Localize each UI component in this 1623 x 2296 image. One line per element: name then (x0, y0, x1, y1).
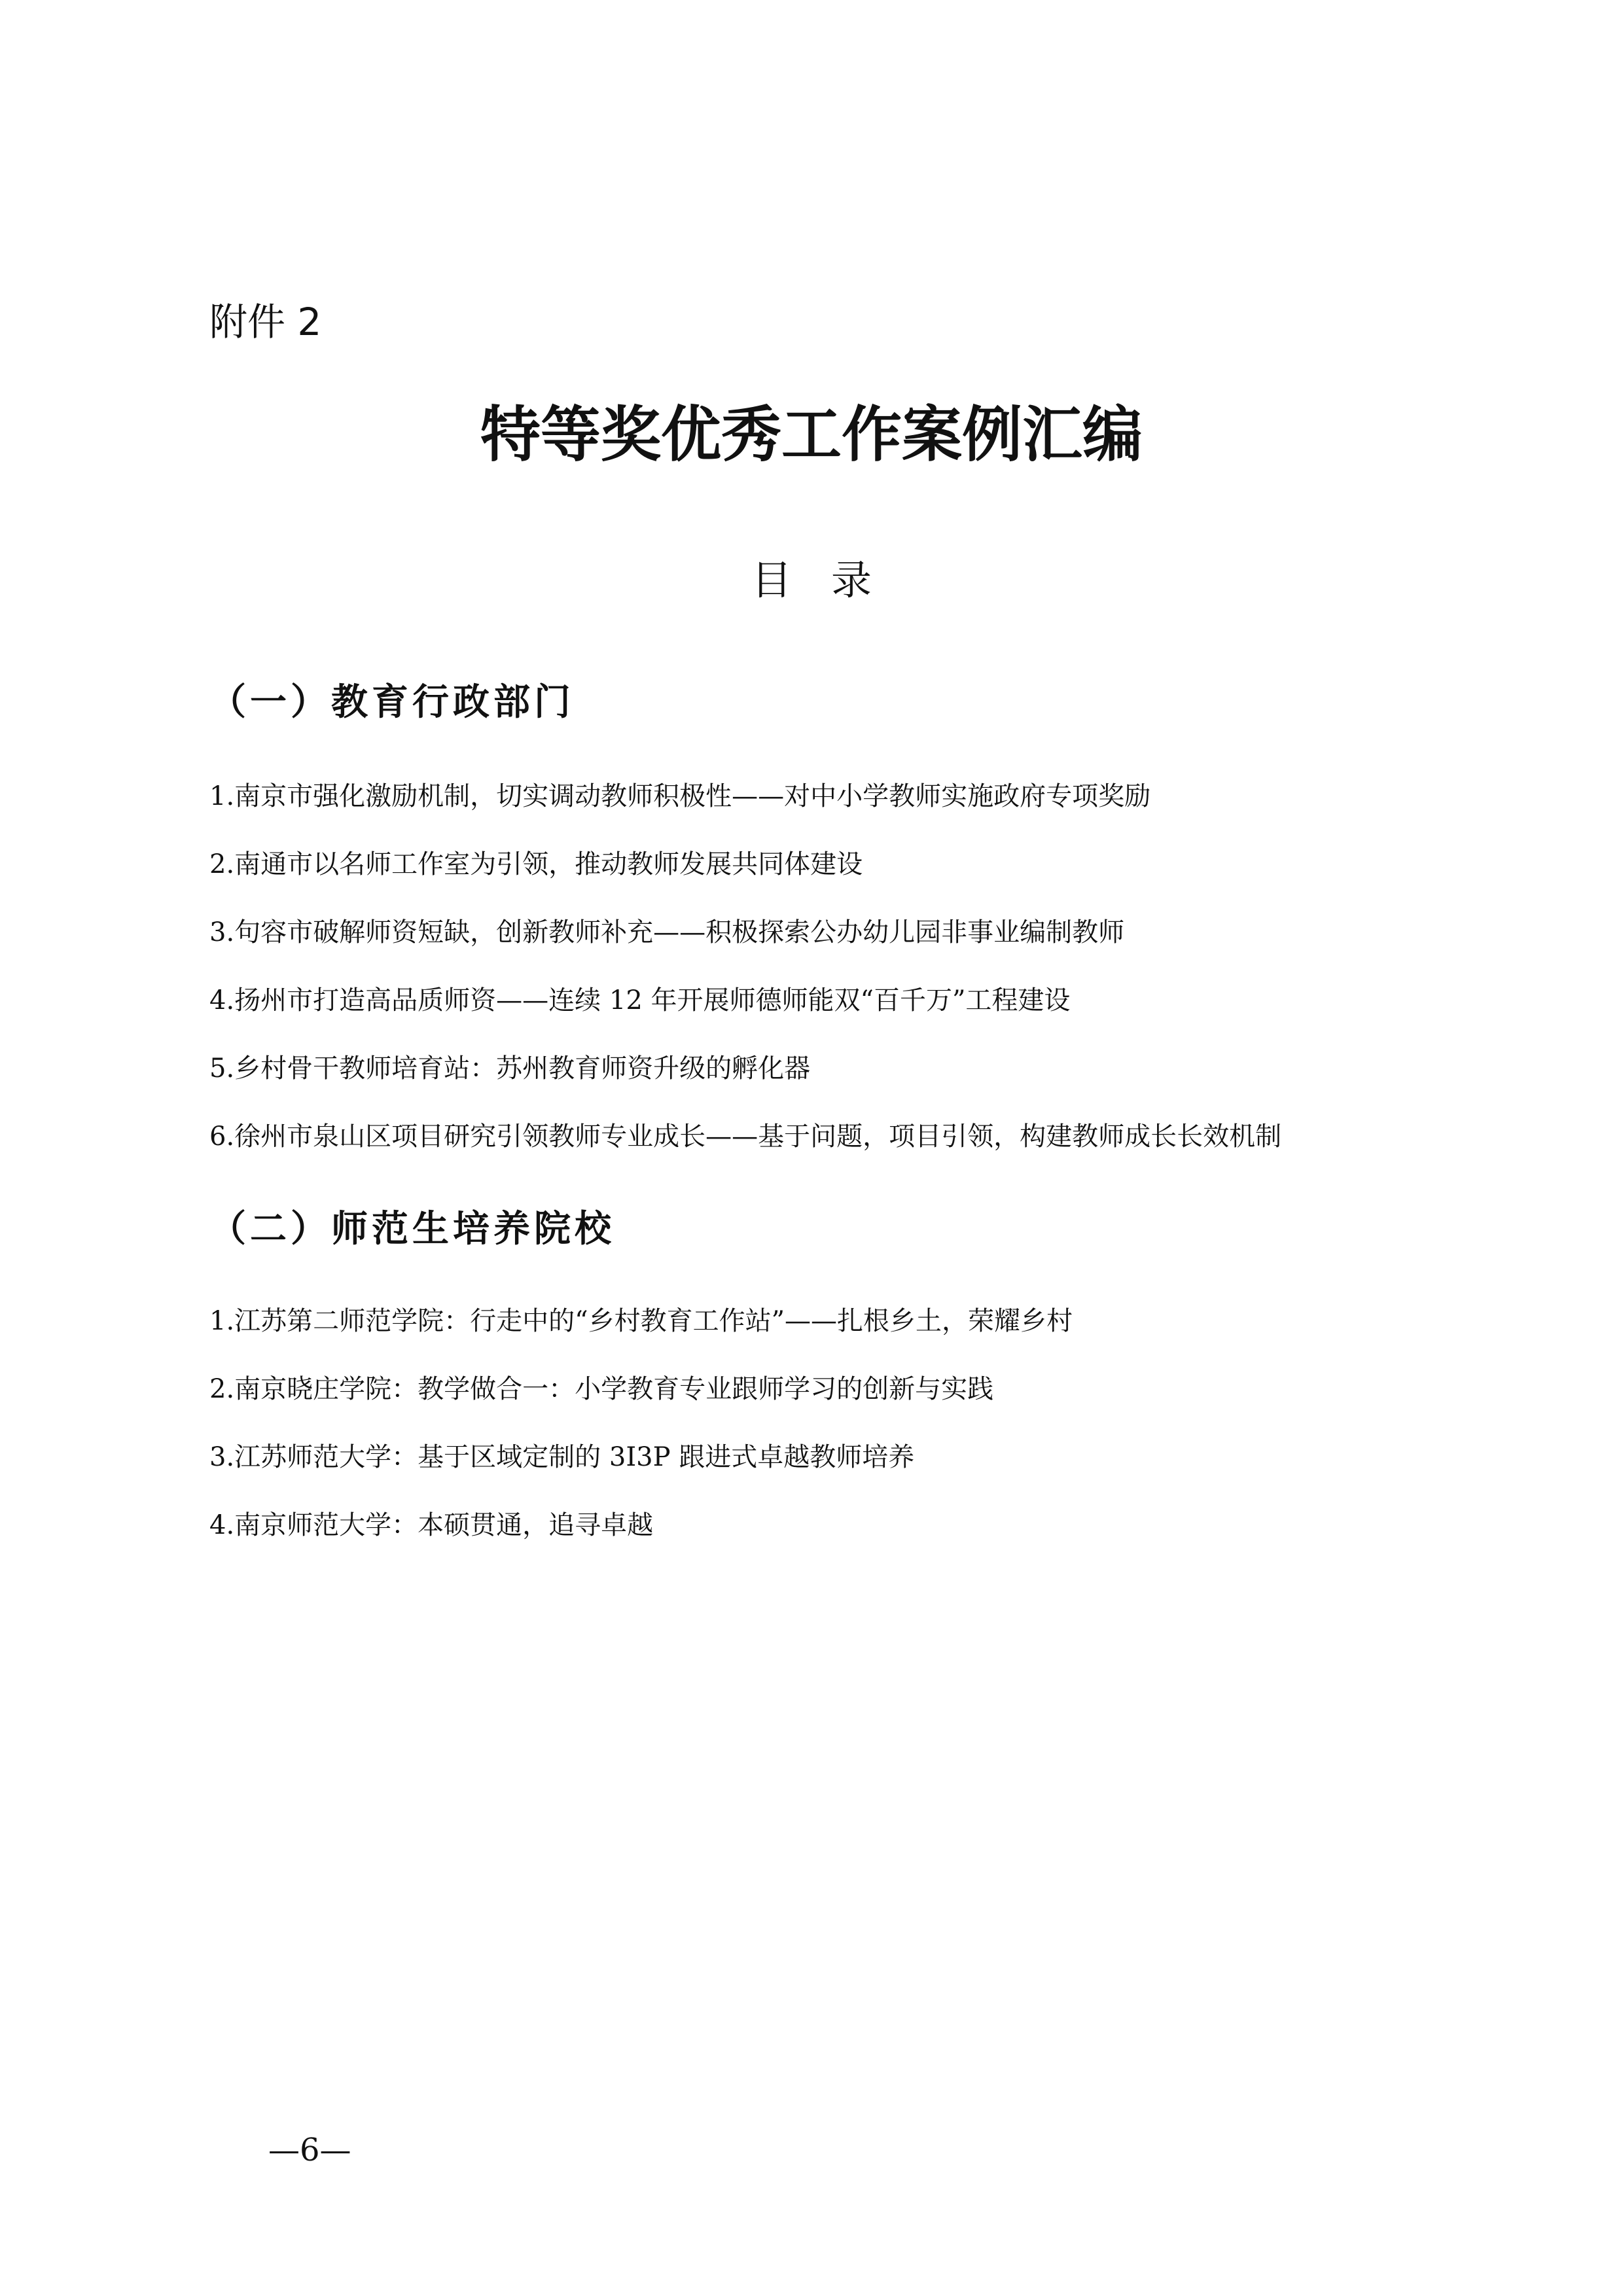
toc-title: 目录 (751, 556, 911, 604)
toc-list-administration (209, 762, 1281, 1171)
document-title: 特等奖优秀工作案例汇编 (480, 400, 1143, 470)
toc-item: 5.乡村骨干教师培育站：苏州教育师资升级的孵化器 (209, 1053, 811, 1084)
section-heading-administration: （一）教育行政部门 (209, 681, 575, 724)
toc-list-training-institutions (209, 1287, 1073, 1559)
attachment-label: 附件 2 (209, 300, 322, 344)
toc-item: 1.南京市强化激励机制，切实调动教师积极性——对中小学教师实施政府专项奖励 (209, 781, 1151, 811)
page-number: —6— (268, 2132, 351, 2168)
toc-item: 1.江苏第二师范学院：行走中的“乡村教育工作站”——扎根乡土，荣耀乡村 (209, 1306, 1073, 1336)
toc-item: 6.徐州市泉山区项目研究引领教师专业成长——基于问题，项目引领，构建教师成长长效机制 (209, 1122, 1282, 1152)
section-heading-training-institutions: （二）师范生培养院校 (209, 1208, 615, 1250)
toc-item: 2.南通市以名师工作室为引领，推动教师发展共同体建设 (209, 849, 863, 879)
toc-item: 4.南京师范大学：本硕贯通，追寻卓越 (209, 1510, 654, 1540)
toc-item: 2.南京晓庄学院：教学做合一：小学教育专业跟师学习的创新与实践 (209, 1374, 994, 1404)
toc-item: 4.扬州市打造高品质师资——连续 12 年开展师德师能双“百千万”工程建设 (209, 985, 1071, 1016)
toc-item: 3.江苏师范大学：基于区域定制的 3I3P 跟进式卓越教师培养 (209, 1442, 915, 1472)
toc-item: 3.句容市破解师资短缺，创新教师补充——积极探索公办幼儿园非事业编制教师 (209, 917, 1125, 947)
